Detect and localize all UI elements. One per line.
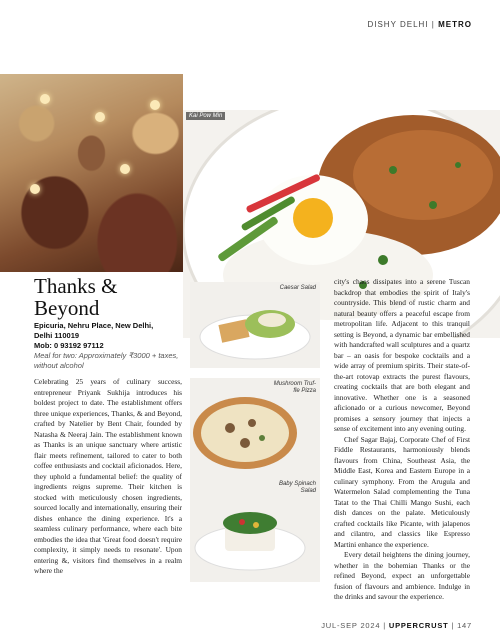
magazine-name: UPPERCRUST: [388, 621, 449, 630]
venue-postcode: Delhi 110019: [34, 331, 80, 340]
article-body-paragraph: city's chaos dissipates into a serene Tuscan backdrop that embodies the spirit of Italy's countryside. This blend of rustic charm and natural beauty offers a peaceful escape from metropolitan life. Adjacent to this tranquil setting is Beyond, a dynamic bar embellished with handcrafted wall sculptures and a quartz bar – an oasis for bespoke cocktails and a wide array of premium spirits. Their state-of-the-art rotovap extracts the purest flavours, creating cocktails that are both elegant and innovative. Whether one is a seasoned aficionado or a curious newcomer, Beyond promises a sensory journey that injects a sense of excitement into any evening outing.: [334, 277, 470, 433]
pizza-label: Mushroom Truf- fle Pizza: [273, 381, 316, 394]
venue-info: [34, 321, 184, 371]
section-name: DISHY DELHI: [367, 20, 429, 29]
page-number: 147: [457, 621, 472, 630]
page-footer: JUL-SEP 2024 | UPPERCRUST | 147: [321, 621, 472, 630]
issue-date: JUL-SEP 2024: [321, 621, 381, 630]
article-title: Thanks & Beyond: [34, 274, 118, 320]
caesar-salad-photo: [190, 282, 320, 368]
article-body-paragraph: Chef Sagar Bajaj, Corporate Chef of First Fiddle Restaurants, harmoniously blends flavours from China, Southeast Asia, the Middle East, Korea and Eastern Europe in a culinary symphony. From the Arugula and Watermelon Salad complementing the Tuna Tatat to the Thai Chilli Mango Sushi, each dish dances on the palate. Meticulously crafted cocktails like Picante, with jalapenos and cilantro, and classics like Espresso Martini enhance the experience.: [334, 434, 470, 549]
article-body-paragraph: Celebrating 25 years of culinary success, entrepreneur Priyank Sukhija introduces his boldest project to date. The establishment offers three unique experiences, Thanks, & and Beyond, crafted by Natelier by Bent Chair, founded by Natasha & Neeraj Jain. The establishment known as Thanks is an unique sanctuary where artistic flair meets refinement, tailored to cater to both coffee enthusiasts and cocktail aficionados. Here, they uphold a fundamental belief: the quality of ingredients reigns supreme. Their kitchen is stocked with meticulously chosen ingredients, sourced locally and internationally, ensuring their dishes enhance the dining experience. It's a seamless culinary performance, where each bite embodies the idea that 'Great food doesn't require complexity, it simply needs to resonate'. Upon entering &, visitors find themselves in a realm where the: [34, 377, 182, 575]
venue-address: Epicuria, Nehru Place, New Delhi,: [34, 321, 154, 330]
meal-price: Meal for two: Approximately ₹3000 + taxes, without alcohol: [34, 351, 179, 370]
venue-phone: Mob: 0 93192 97112: [34, 341, 104, 350]
article-column-1: [34, 377, 182, 577]
subsection-name: METRO: [438, 20, 472, 29]
caesar-salad-label: Caesar Salad: [279, 285, 316, 291]
article-column-3: [334, 277, 470, 603]
baby-spinach-salad-photo: [190, 478, 320, 582]
mushroom-truffle-pizza-photo: [190, 378, 320, 478]
restaurant-interior-photo: [0, 74, 183, 272]
article-body-paragraph: Every detail heightens the dining journey, whether in the bohemian Thanks or the refined Beyond, expect an unforgettable fusion of flavours and ambience. Indulge in the drinks and savour the experience.: [334, 550, 470, 601]
salad-label: Baby Spinach Salad: [278, 481, 316, 494]
header-separator: |: [431, 20, 435, 29]
photo-caption: Kai Pow Min: [186, 112, 225, 120]
page-header: [367, 20, 472, 29]
